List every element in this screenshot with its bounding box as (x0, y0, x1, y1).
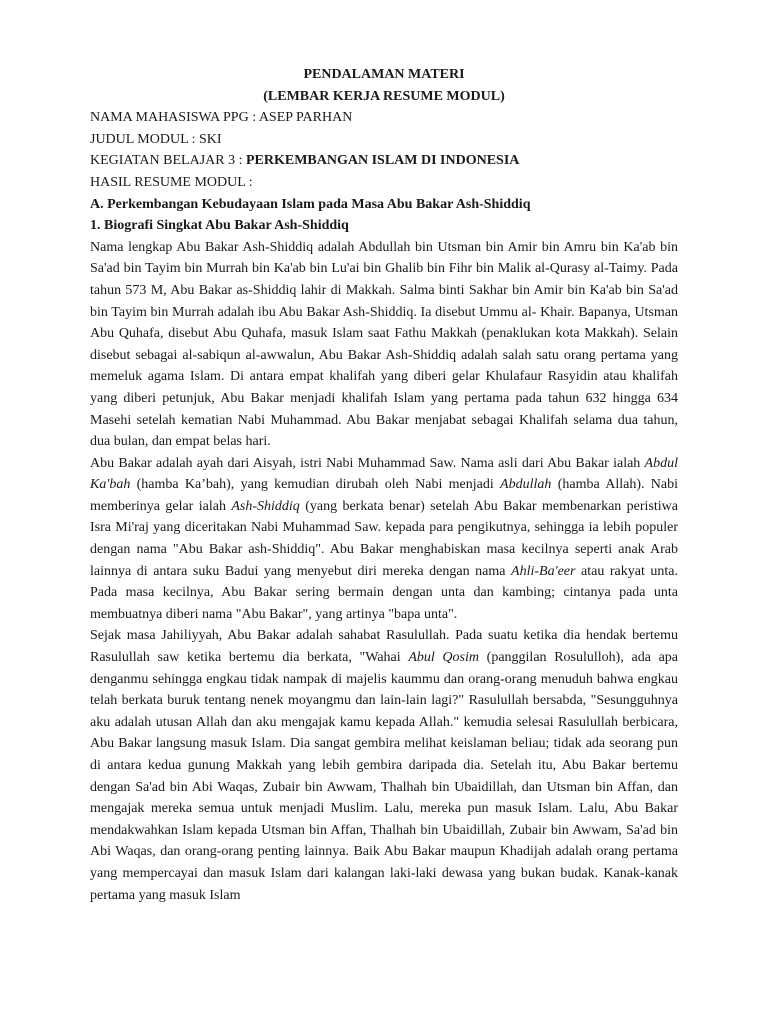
activity-line (90, 150, 678, 172)
p2-text-e: atau rakyat unta. Pada masa kecilnya, Abu Bakar sering bermain dengan unta dan kambing; cintanya pada unta membuatnya diberi nama "Abu Bakar", yang artinya "bapa unta". (90, 563, 679, 622)
p2-text-b: (hamba Ka’bah), yang kemudian dirubah oleh Nabi menjadi (130, 477, 501, 493)
p3-text-a: Sejak masa Jahiliyyah, Abu Bakar adalah sahabat Rasulullah. Pada suatu ketika dia hendak bertemu Rasulullah saw ketika bertemu dia berkata, "Wahai (90, 628, 678, 666)
p2-text-c: (hamba Allah). Nabi memberinya gelar ialah (90, 477, 678, 514)
p2-text-a: Abu Bakar adalah ayah dari Aisyah, istri Nabi Muhammad Saw. Nama asli dari Abu Bakar ialah (90, 455, 645, 471)
p2-italic-ahli-baeer: Ahli-Ba'eer (511, 563, 576, 579)
p2-text-d: (yang berkata benar) setelah Abu Bakar membenarkan peristiwa Isra Mi'raj yang diceritakan Nabi Muhammad Saw. kepada para pengikutnya, sehingga ia lebih populer dengan nama "Abu Bakar ash-Shiddiq". Abu Bakar menghabiskan masa kecilnya seperti anak Arab lainnya di antara suku Badui yang menyebut diri mereka dengan nama (90, 498, 678, 579)
p3-text-b: (panggilan Rosululloh), ada apa denganmu sehingga engkau tidak nampak di majelis kaummu dan orang-orang menuduh bahwa engkau telah berkata buruk tentang nenek moyangmu dan lain-lain lagi?" Rasulullah bersabda, "Sesungguhnya aku adalah utusan Allah dan aku mengajak kamu kepada Allah." kemudia selesai Rasulullah berbicara, Abu Bakar langsung masuk Islam. Dia sangat gembira melihat keislaman beliau; tidak ada seorang pun di antara kedua gunung Makkah yang lebih gembira daripada dia. Setelah itu, Abu Bakar bertemu dengan Sa'ad bin Abi Waqas, Zubair bin Awwam, Thalhah bin Ubaidillah, dan Utsman bin Affan, dan mengajak mereka semua untuk menjadi Muslim. Lalu, mereka pun masuk Islam. Lalu, Abu Bakar mendakwahkan Islam kepada Utsman bin Affan, Thalhah bin Ubaidillah, Zubair bin Awwam, Sa'ad bin Abi Waqas, dan orang-orang penting lainnya. Baik Abu Bakar maupun Khadijah adalah orang pertama yang mempercayai dan masuk Islam dari kalangan laki-laki dewasa yang bukan budak. Kanak-kanak pertama yang masuk Islam (90, 650, 679, 903)
p2-italic-abdullah: Abdullah (500, 477, 552, 493)
student-name-line: NAMA MAHASISWA PPG : ASEP PARHAN (90, 110, 353, 126)
p3-italic-abul-qosim: Abul Qosim (408, 650, 479, 666)
subsection-1-heading: 1. Biografi Singkat Abu Bakar Ash-Shiddiq (90, 218, 349, 234)
paragraph-2 (90, 453, 678, 626)
section-a-heading: A. Perkembangan Kebudayaan Islam pada Masa Abu Bakar Ash-Shiddiq (90, 196, 531, 212)
result-label-line: HASIL RESUME MODUL : (90, 174, 253, 190)
paragraph-3 (90, 625, 678, 906)
activity-value: PERKEMBANGAN ISLAM DI INDONESIA (245, 153, 520, 169)
activity-label: KEGIATAN BELAJAR 3 : (90, 153, 246, 169)
p2-italic-abdul-kabah: Abdul Ka'bah (90, 455, 678, 493)
p2-italic-ash-shiddiq: Ash-Shiddiq (231, 498, 300, 514)
document-title: PENDALAMAN MATERI (303, 67, 465, 82)
module-title-line: JUDUL MODUL : SKI (90, 131, 222, 147)
document-subtitle: (LEMBAR KERJA RESUME MODUL) (263, 88, 505, 104)
paragraph-1: Nama lengkap Abu Bakar Ash-Shiddiq adalah Abdullah bin Utsman bin Amir bin Amru bin Ka'ab bin Sa'ad bin Tayim bin Murrah bin Ka'ab bin Lu'ai bin Ghalib bin Fihr bin Malik al-Qurasy al-Taimy. Pada tahun 573 M, Abu Bakar as-Shiddiq lahir di Makkah. Salma binti Sakhar bin Amir bin Ka'ab bin Sa'ad bin Tayim bin Murrah adalah ibu Abu Bakar Ash-Shiddiq. Ia disebut Ummu al- Khair. Bapanya, Utsman Abu Quhafa, disebut Abu Quhafa, masuk Islam saat Fathu Makkah (penaklukan kota Makkah). Selain disebut sebagai al-sabiqun al-awwalun, Abu Bakar Ash-Shiddiq adalah salah satu orang pertama yang memeluk agama Islam. Di antara empat khalifah yang diberi gelar Khulafaur Rasyidin atau khalifah yang diberi petunjuk, Abu Bakar menjadi khalifah Islam yang pertama pada tahun 632 hingga 634 Masehi setelah kematian Nabi Muhammad. Abu Bakar menjabat sebagai Khalifah selama dua tahun, dua bulan, dan empat belas hari. (90, 239, 678, 450)
